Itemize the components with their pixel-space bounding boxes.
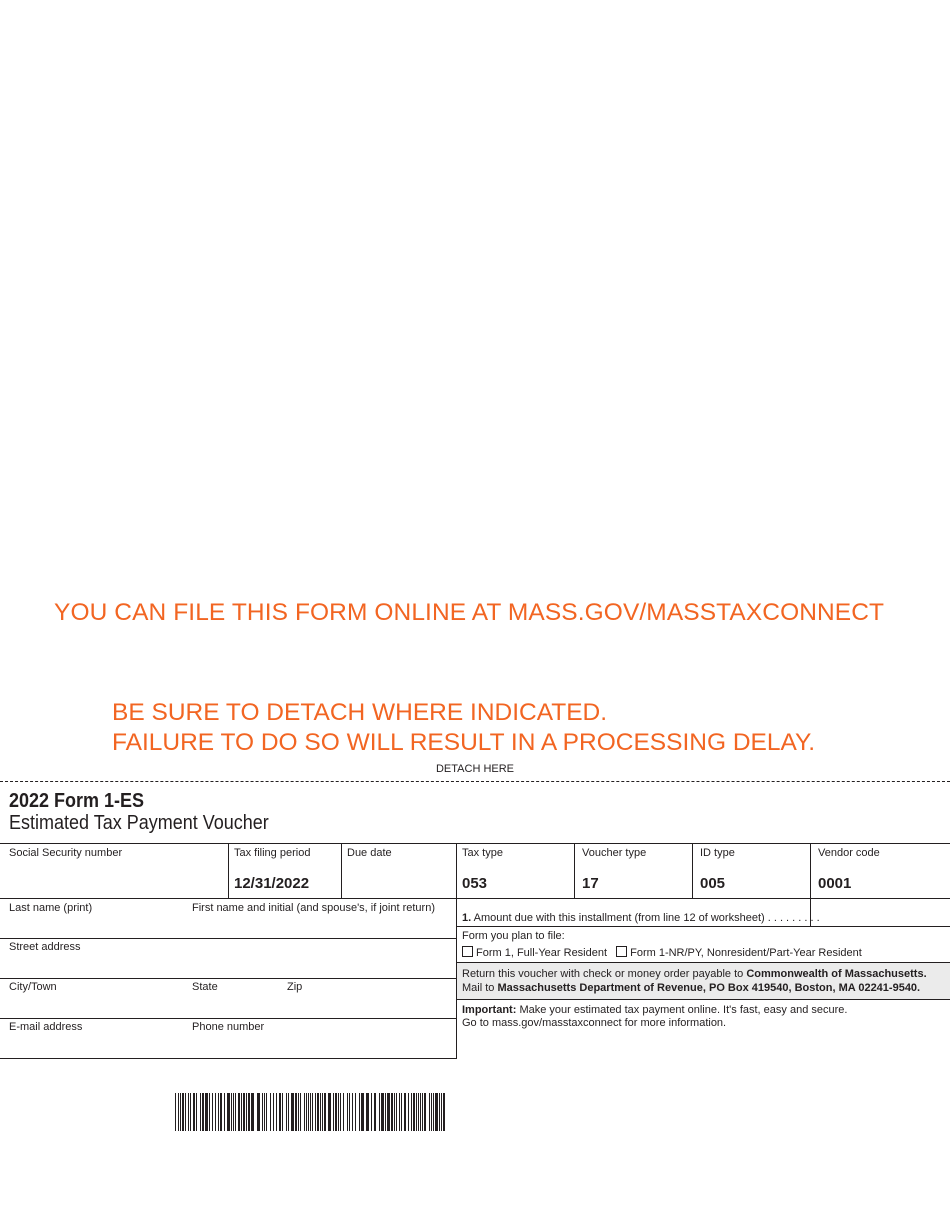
divider [228, 843, 229, 898]
barcode-bar [304, 1093, 305, 1131]
vendor-code-label: Vendor code [818, 847, 880, 859]
vendor-code-value: 0001 [818, 875, 852, 892]
email-label: E-mail address [9, 1021, 83, 1033]
barcode-bar [241, 1093, 242, 1131]
barcode-bar [196, 1093, 197, 1131]
first-name-label: First name and initial (and spouse's, if joint return) [192, 902, 435, 914]
barcode-bar [387, 1093, 390, 1131]
detach-line [0, 781, 950, 782]
barcode-bar [193, 1093, 195, 1131]
important-note [462, 1004, 847, 1016]
barcode-bar [224, 1093, 225, 1131]
barcode-bar [200, 1093, 201, 1131]
form-1-nr-py-checkbox[interactable] [616, 946, 627, 957]
barcode-bar [324, 1093, 326, 1131]
voucher-type-value: 17 [582, 875, 599, 892]
amount-due-text: Amount due with this installment (from line 12 of worksheet) . . . . . . . . . [473, 912, 820, 924]
barcode-bar [320, 1093, 321, 1131]
mail-instructions [462, 982, 920, 994]
amount-due-label [462, 912, 820, 924]
barcode-bar [422, 1093, 423, 1131]
barcode-bar [317, 1093, 319, 1131]
phone-label: Phone number [192, 1021, 265, 1033]
barcode-bar [288, 1093, 289, 1131]
barcode-bar [379, 1093, 380, 1131]
barcode-bar [291, 1093, 294, 1131]
barcode-bar [190, 1093, 191, 1131]
barcode-bar [431, 1093, 432, 1131]
mail-text: Mail to [462, 982, 495, 994]
barcode-bar [396, 1093, 397, 1131]
barcode-bar [349, 1093, 350, 1131]
barcode-bar [282, 1093, 283, 1131]
barcode-bar [322, 1093, 323, 1131]
barcode-bar [233, 1093, 234, 1131]
form-subtitle: Estimated Tax Payment Voucher [9, 812, 269, 834]
barcode-bar [238, 1093, 240, 1131]
row-border [0, 938, 456, 939]
barcode-bar [418, 1093, 419, 1131]
amount-due-number: 1. [462, 912, 472, 924]
barcode-bar [205, 1093, 208, 1131]
ssn-label: Social Security number [9, 847, 123, 859]
barcode-bar [435, 1093, 438, 1131]
barcode-bar [180, 1093, 181, 1131]
barcode-bar [343, 1093, 344, 1131]
barcode-bar [315, 1093, 316, 1131]
barcode-bar [308, 1093, 309, 1131]
detach-warning-line-2: FAILURE TO DO SO WILL RESULT IN A PROCESSING DELAY. [112, 729, 816, 756]
barcode-bar [212, 1093, 213, 1131]
file-online-notice: YOU CAN FILE THIS FORM ONLINE AT MASS.GOV/MASSTAXCONNECT [54, 599, 885, 626]
barcode-bar [248, 1093, 250, 1131]
important-text: Make your estimated tax payment online. It's fast, easy and secure. [519, 1004, 848, 1016]
barcode-bar [231, 1093, 232, 1131]
barcode-bar [273, 1093, 274, 1131]
barcode-bar [374, 1093, 376, 1131]
row-border [0, 978, 456, 979]
barcode-bar [401, 1093, 402, 1131]
detach-warning [112, 698, 815, 758]
barcode-bar [295, 1093, 297, 1131]
barcode-bar [328, 1093, 331, 1131]
barcode-bar [251, 1093, 254, 1131]
barcode-bar [385, 1093, 386, 1131]
return-instructions [462, 968, 927, 980]
row-border [0, 1018, 456, 1019]
divider [341, 843, 342, 898]
barcode-bar [366, 1093, 369, 1131]
barcode-bar [306, 1093, 307, 1131]
detach-here-label: DETACH HERE [435, 763, 515, 775]
barcode-bar [270, 1093, 271, 1131]
barcode-bar [439, 1093, 440, 1131]
barcode-bar [424, 1093, 426, 1131]
detach-warning-line-1: BE SURE TO DETACH WHERE INDICATED. [112, 699, 608, 726]
barcode-bar [264, 1093, 265, 1131]
barcode-bar [243, 1093, 245, 1131]
barcode-bar [202, 1093, 204, 1131]
barcode-bar [361, 1093, 364, 1131]
form-1-nr-py-option-label: Form 1-NR/PY, Nonresident/Part-Year Resident [630, 947, 862, 959]
barcode-bar [420, 1093, 421, 1131]
row-border [0, 1058, 457, 1059]
barcode-bar [175, 1093, 176, 1131]
due-date-label: Due date [347, 847, 392, 859]
divider [456, 843, 457, 1059]
barcode-bar [215, 1093, 216, 1131]
barcode-bar [209, 1093, 210, 1131]
barcode [175, 1093, 448, 1131]
barcode-bar [185, 1093, 186, 1131]
barcode-bar [218, 1093, 219, 1131]
barcode-bar [441, 1093, 442, 1131]
barcode-bar [286, 1093, 287, 1131]
barcode-bar [429, 1093, 430, 1131]
barcode-bar [335, 1093, 337, 1131]
divider [574, 843, 575, 898]
barcode-bar [394, 1093, 395, 1131]
barcode-bar [413, 1093, 415, 1131]
barcode-bar [381, 1093, 384, 1131]
barcode-bar [312, 1093, 313, 1131]
row-border [457, 926, 950, 927]
barcode-bar [246, 1093, 247, 1131]
form-plan-label: Form you plan to file: [462, 930, 565, 942]
tax-type-value: 053 [462, 875, 488, 892]
barcode-bar [391, 1093, 393, 1131]
form-1-option-label: Form 1, Full-Year Resident [476, 947, 608, 959]
barcode-bar [433, 1093, 434, 1131]
barcode-bar [333, 1093, 334, 1131]
barcode-bar [262, 1093, 263, 1131]
barcode-bar [355, 1093, 356, 1131]
state-label: State [192, 981, 218, 993]
barcode-bar [235, 1093, 236, 1131]
city-label: City/Town [9, 981, 57, 993]
barcode-bar [411, 1093, 412, 1131]
barcode-bar [404, 1093, 406, 1131]
row-border [457, 962, 950, 963]
table-top-border [0, 843, 950, 844]
goto-note: Go to mass.gov/masstaxconnect for more information. [462, 1017, 727, 1029]
last-name-label: Last name (print) [9, 902, 93, 914]
barcode-bar [227, 1093, 230, 1131]
barcode-bar [408, 1093, 409, 1131]
barcode-bar [257, 1093, 260, 1131]
row-border [457, 999, 950, 1000]
id-type-value: 005 [700, 875, 726, 892]
important-label: Important: [462, 1004, 517, 1016]
tax-type-label: Tax type [462, 847, 503, 859]
zip-label: Zip [287, 981, 303, 993]
barcode-bar [359, 1093, 360, 1131]
barcode-bar [310, 1093, 311, 1131]
tax-period-value: 12/31/2022 [234, 875, 310, 892]
barcode-bar [347, 1093, 348, 1131]
barcode-bar [443, 1093, 445, 1131]
header-row-border [0, 898, 950, 899]
barcode-bar [399, 1093, 400, 1131]
barcode-bar [352, 1093, 353, 1131]
barcode-bar [266, 1093, 267, 1131]
barcode-bar [338, 1093, 339, 1131]
return-text: Return this voucher with check or money order payable to [462, 968, 744, 980]
barcode-bar [182, 1093, 184, 1131]
mail-address: Massachusetts Department of Revenue, PO Box 419540, Boston, MA 02241-9540. [497, 982, 921, 994]
street-address-label: Street address [9, 941, 81, 953]
form-title: 2022 Form 1-ES [9, 790, 145, 812]
barcode-bar [300, 1093, 301, 1131]
barcode-bar [371, 1093, 372, 1131]
barcode-bar [298, 1093, 299, 1131]
form-1-checkbox[interactable] [462, 946, 473, 957]
barcode-bar [279, 1093, 281, 1131]
form-options [462, 946, 862, 959]
voucher-type-label: Voucher type [582, 847, 647, 859]
id-type-label: ID type [700, 847, 735, 859]
barcode-bar [178, 1093, 179, 1131]
payee-name: Commonwealth of Massachusetts. [746, 968, 927, 980]
barcode-bar [340, 1093, 341, 1131]
barcode-bar [276, 1093, 277, 1131]
tax-period-label: Tax filing period [234, 847, 311, 859]
barcode-bar [188, 1093, 189, 1131]
barcode-bar [416, 1093, 417, 1131]
barcode-bar [220, 1093, 222, 1131]
divider [692, 843, 693, 898]
